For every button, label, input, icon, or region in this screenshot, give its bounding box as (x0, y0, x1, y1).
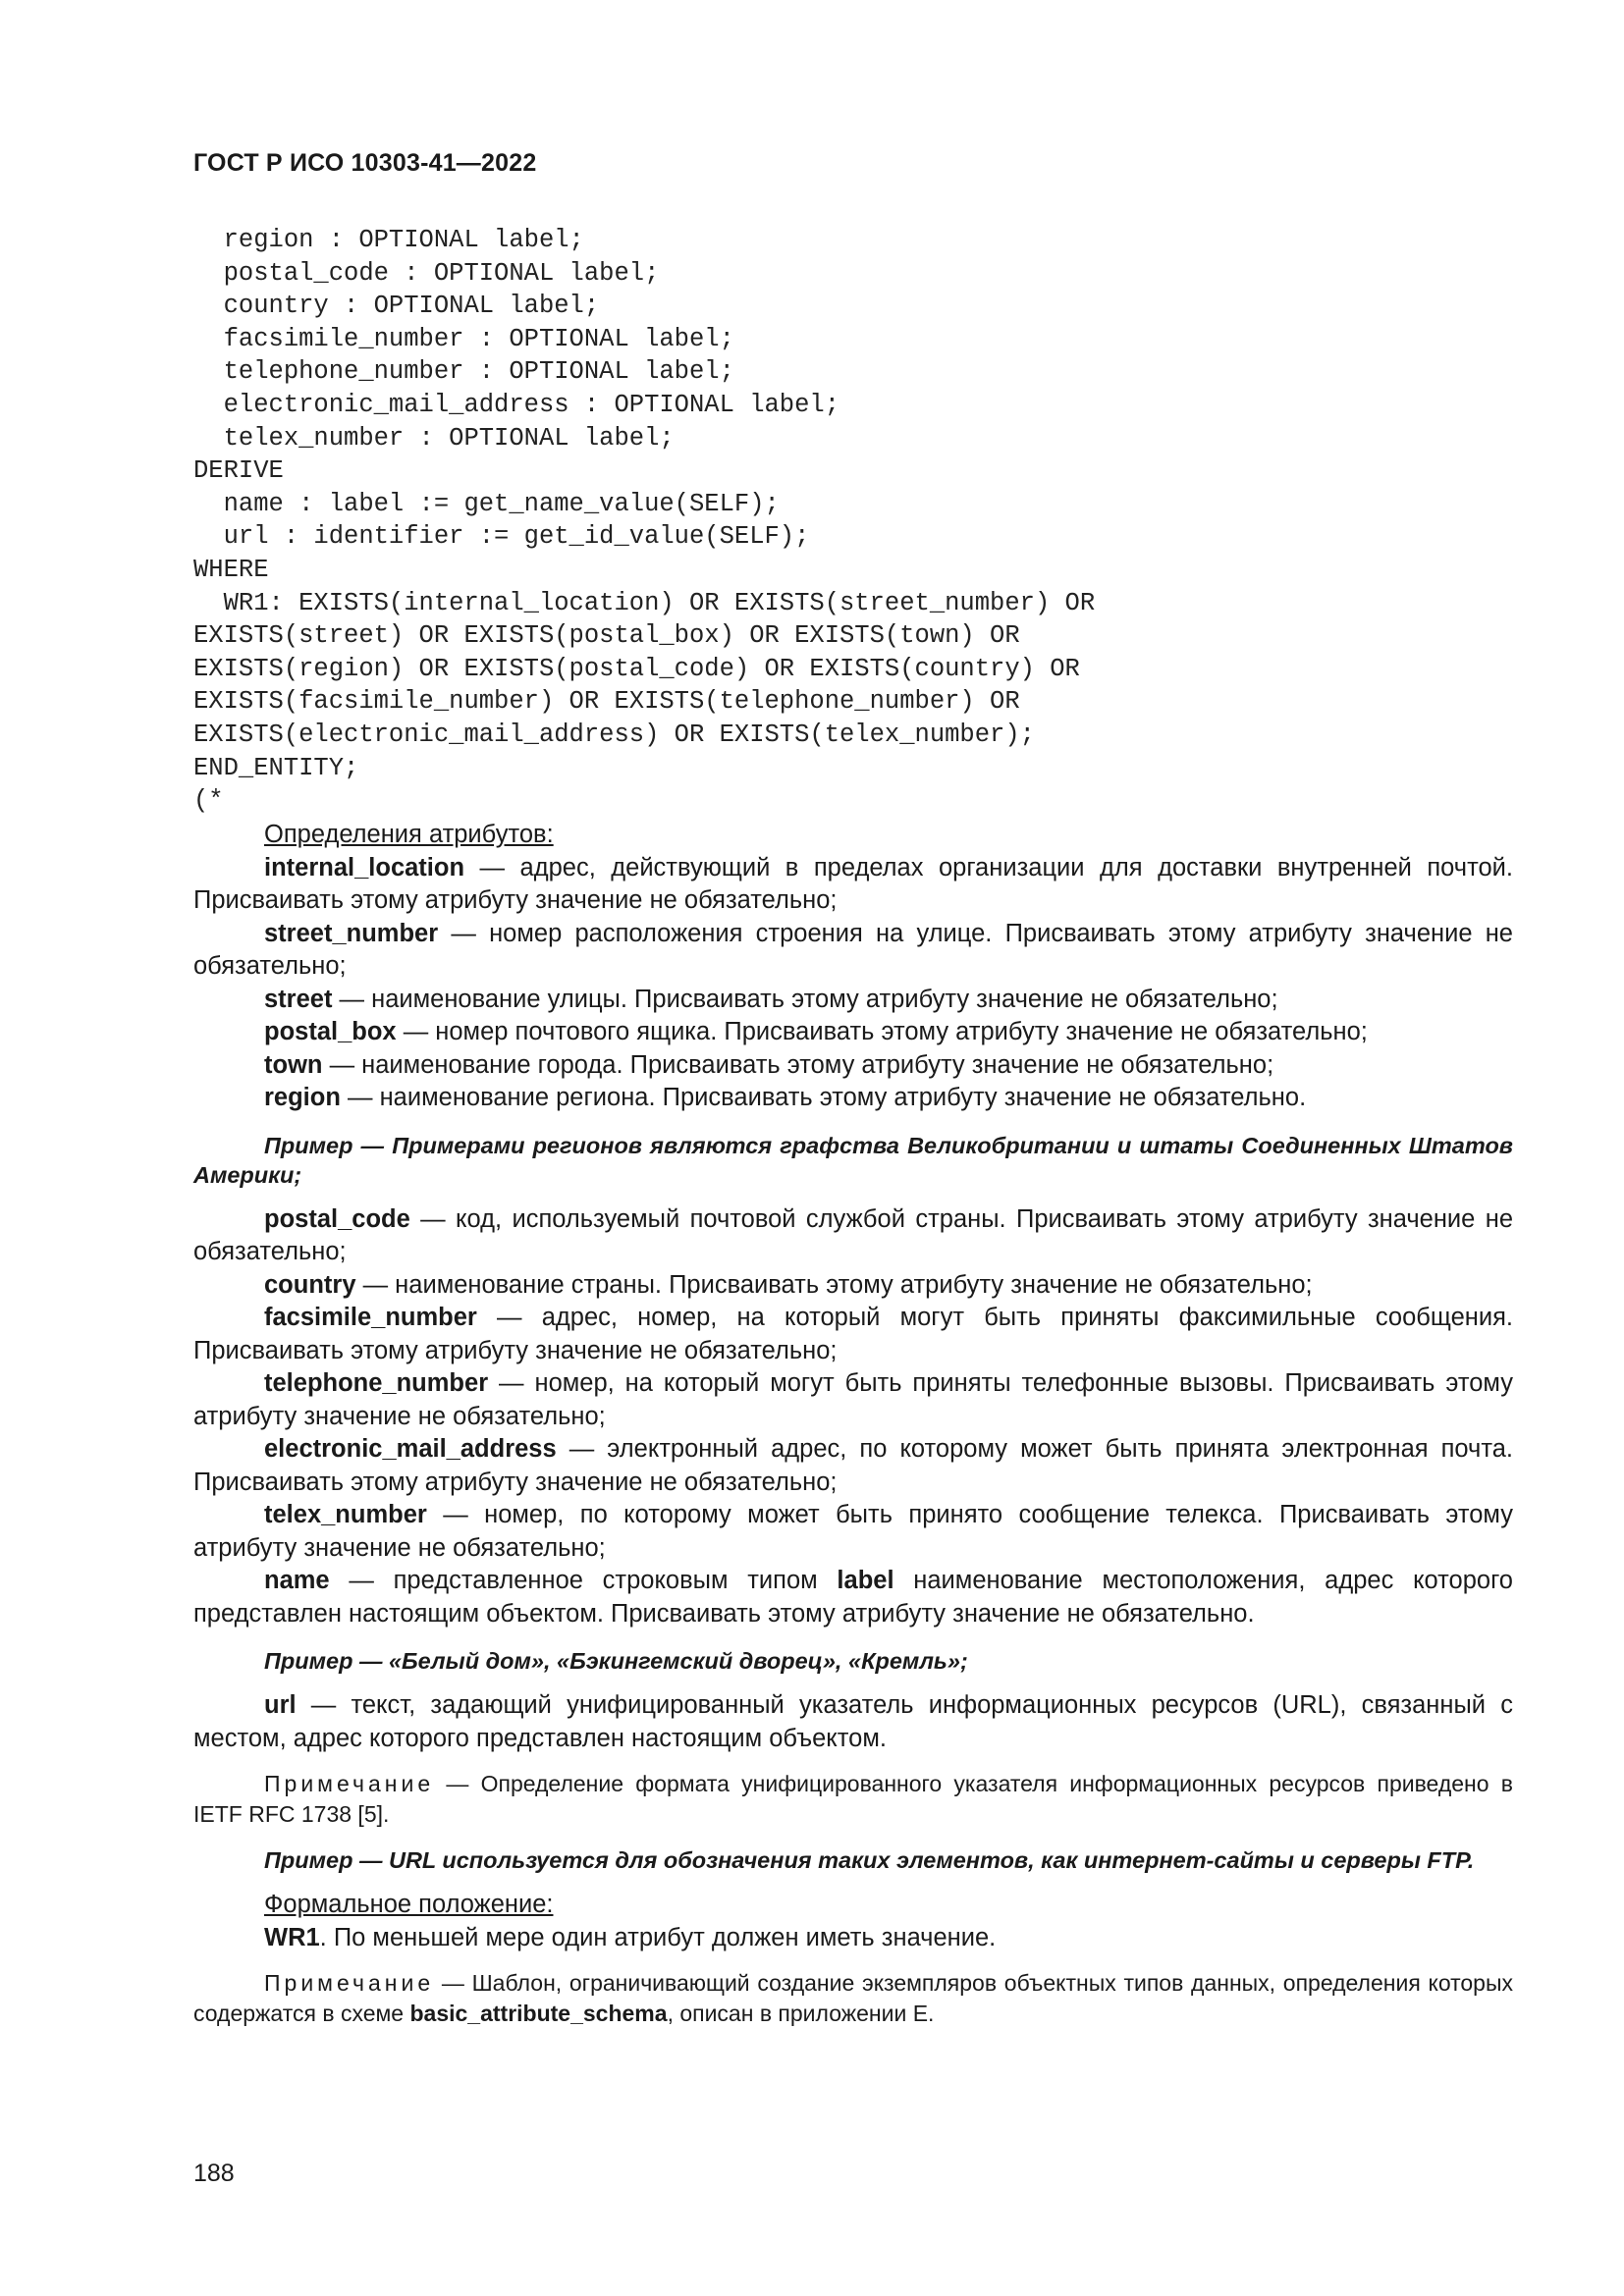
definitions-group-1 (193, 852, 1513, 1115)
schema-name: basic_attribute_schema (409, 2001, 668, 2026)
example-places: Пример — «Белый дом», «Бэкингемский дворец», «Кремль»; (264, 1648, 968, 1674)
code-line: EXISTS(facsimile_number) OR EXISTS(telephone_number) OR (193, 687, 1020, 717)
definition-postal-code: postal_code — код, используемый почтовой службой страны. Присваивать этому атрибуту значение не обязательно; (193, 1204, 1513, 1265)
code-line: WHERE (193, 555, 269, 584)
example-regions: Пример — Примерами регионов являются графства Великобритании и штаты Соединенных Штатов Америки; (193, 1132, 1513, 1188)
definition-term: street (264, 985, 333, 1013)
code-line: (* (193, 786, 224, 816)
code-line: facsimile_number : OPTIONAL label; (193, 324, 734, 353)
definition-term: postal_code (264, 1204, 410, 1233)
document-body (193, 819, 1513, 2029)
code-line: postal_code : OPTIONAL label; (193, 258, 660, 288)
code-line: EXISTS(electronic_mail_address) OR EXISTS(telex_number); (193, 720, 1035, 749)
document-header: ГОСТ Р ИСО 10303-41—2022 (193, 149, 537, 177)
definition-facsimile-number: facsimile_number — адрес, номер, на который могут быть приняты факсимильные сообщения. Присваивать этому атрибуту значение не обязательно; (193, 1304, 1513, 1364)
note-url-format: Примечание — Определение формата унифицированного указателя информационных ресурсов приведено в IETF RFC 1738 [5]. (193, 1771, 1513, 1827)
attribute-definitions-heading: Определения атрибутов: (264, 821, 554, 848)
definition-town: town — наименование города. Присваивать этому атрибуту значение не обязательно; (264, 1050, 1274, 1079)
code-line: telephone_number : OPTIONAL label; (193, 357, 734, 387)
definitions-group-2 (193, 1203, 1513, 1566)
rule-wr1: WR1. По меньшей мере один атрибут должен иметь значение. (264, 1923, 997, 1951)
definition-term: internal_location (264, 853, 465, 881)
definition-term: url (264, 1691, 297, 1719)
note-label: Примечание (264, 1771, 435, 1796)
code-line: region : OPTIONAL label; (193, 226, 584, 254)
definition-country: country — наименование страны. Присваивать этому атрибуту значение не обязательно; (264, 1270, 1313, 1299)
code-line: name : label := get_name_value(SELF); (193, 489, 780, 518)
note-template: Примечание — Шаблон, ограничивающий создание экземпляров объектных типов данных, определения которых содержатся в схеме basic_attribute_schema, описан в приложении Е. (193, 1970, 1513, 2026)
code-line: telex_number : OPTIONAL label; (193, 423, 675, 453)
definition-term: country (264, 1270, 356, 1299)
code-line: END_ENTITY; (193, 753, 359, 782)
definition-term: street_number (264, 919, 439, 947)
definition-term: town (264, 1050, 323, 1079)
definition-term: telex_number (264, 1501, 427, 1528)
definition-region: region — наименование региона. Присваивать этому атрибуту значение не обязательно. (264, 1084, 1307, 1111)
code-line: EXISTS(region) OR EXISTS(postal_code) OR EXISTS(country) OR (193, 654, 1080, 683)
code-line: WR1: EXISTS(internal_location) OR EXISTS(street_number) OR (193, 588, 1096, 617)
code-line: EXISTS(street) OR EXISTS(postal_box) OR EXISTS(town) OR (193, 621, 1020, 651)
express-code-block (193, 224, 1470, 818)
rule-term: WR1 (264, 1923, 320, 1951)
definition-telephone-number: telephone_number — номер, на который могут быть приняты телефонные вызовы. Присваивать этому атрибуту значение не обязательно; (193, 1369, 1513, 1430)
definition-street: street — наименование улицы. Присваивать этому атрибуту значение не обязательно; (264, 985, 1278, 1013)
formal-proposition-heading: Формальное положение: (264, 1891, 554, 1918)
definition-postal-box: postal_box — номер почтового ящика. Присваивать этому атрибуту значение не обязательно; (264, 1018, 1368, 1045)
example-url: Пример — URL используется для обозначения таких элементов, как интернет-сайты и серверы FTP. (264, 1847, 1475, 1873)
code-line: country : OPTIONAL label; (193, 292, 600, 321)
definition-internal-location: internal_location — адрес, действующий в пределах организации для доставки внутренней почтой. Присваивать этому атрибуту значение не обязательно; (193, 853, 1513, 914)
code-line: DERIVE (193, 456, 284, 486)
definition-term: electronic_mail_address (264, 1435, 557, 1463)
definition-term-label: label (837, 1567, 894, 1594)
page-number: 188 (193, 2160, 235, 2187)
definition-term: postal_box (264, 1018, 397, 1045)
definition-term: region (264, 1084, 341, 1111)
definition-term: telephone_number (264, 1369, 489, 1397)
note-label: Примечание (264, 1970, 435, 1996)
definition-electronic-mail-address: electronic_mail_address — электронный адрес, по которому может быть принята электронная почта. Присваивать этому атрибуту значение не обязательно; (193, 1435, 1513, 1496)
definition-name: name — представленное строковым типом label наименование местоположения, адрес которого представлен настоящим объектом. Присваивать этому атрибуту значение не обязательно. (193, 1567, 1513, 1628)
definition-term: facsimile_number (264, 1304, 477, 1331)
definition-telex-number: telex_number — номер, по которому может быть принято сообщение телекса. Присваивать этому атрибуту значение не обязательно; (193, 1501, 1513, 1562)
definition-street-number: street_number — номер расположения строения на улице. Присваивать этому атрибуту значение не обязательно; (193, 919, 1513, 980)
code-line: electronic_mail_address : OPTIONAL label; (193, 390, 840, 419)
code-line: url : identifier := get_id_value(SELF); (193, 522, 810, 552)
definition-url: url — текст, задающий унифицированный указатель информационных ресурсов (URL), связанный с местом, адрес которого представлен настоящим объектом. (193, 1691, 1513, 1752)
definition-term: name (264, 1567, 330, 1594)
